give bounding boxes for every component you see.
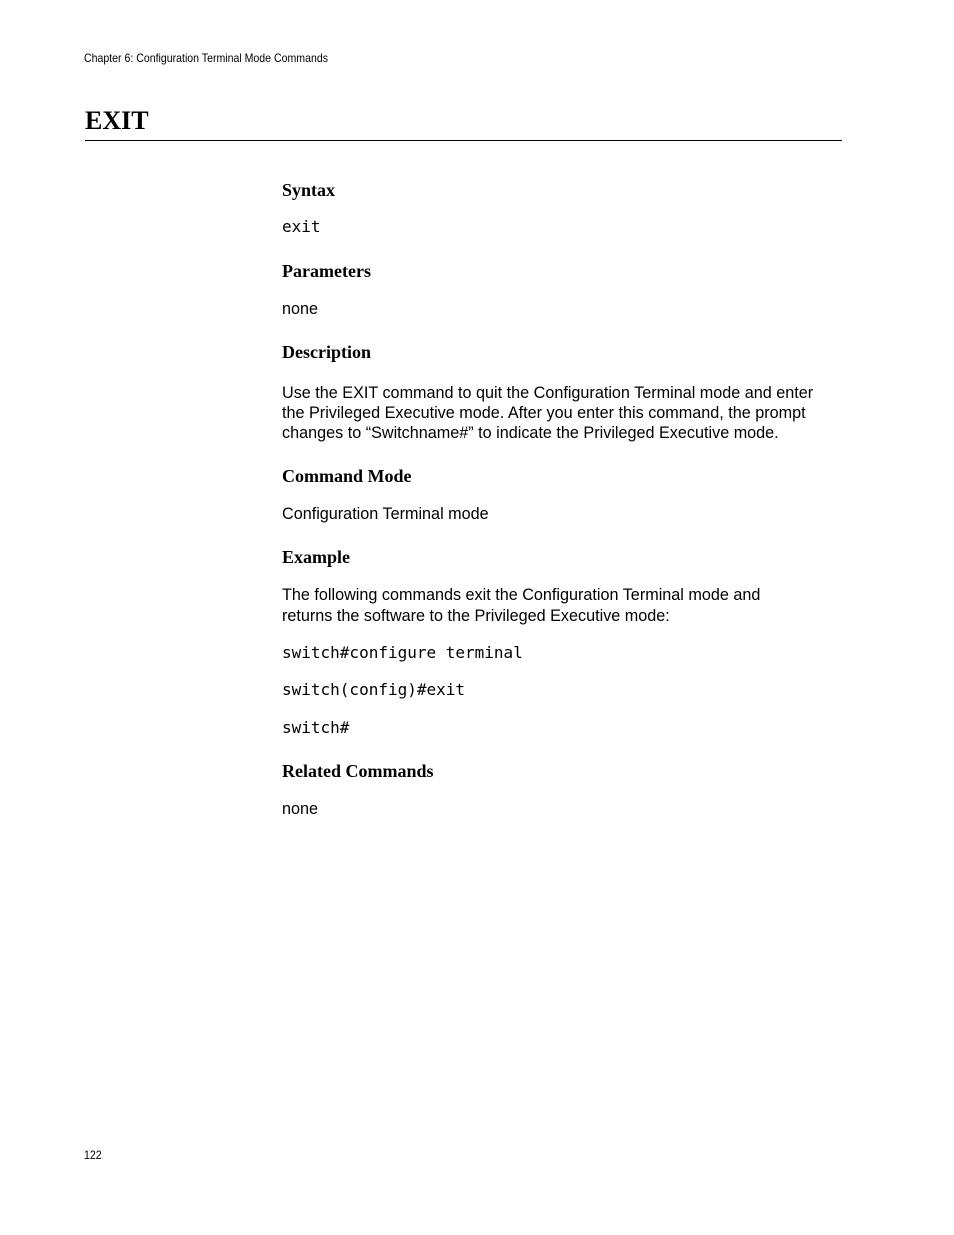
- syntax-code: exit: [282, 217, 321, 236]
- running-header: Chapter 6: Configuration Terminal Mode Commands: [84, 51, 328, 65]
- command-mode-text: Configuration Terminal mode: [282, 505, 489, 523]
- syntax-heading: Syntax: [282, 180, 336, 200]
- example-code-line: switch#: [282, 718, 350, 737]
- parameters-heading: Parameters: [282, 261, 371, 281]
- example-heading: Example: [282, 547, 351, 567]
- description-line: the Privileged Executive mode. After you enter this command, the prompt: [282, 404, 806, 422]
- related-commands-heading: Related Commands: [282, 761, 434, 781]
- page-number: 122: [84, 1148, 102, 1162]
- description-line: Use the EXIT command to quit the Configuration Terminal mode and enter: [282, 384, 814, 402]
- example-line: The following commands exit the Configuration Terminal mode and: [282, 586, 761, 604]
- page-title: EXIT: [85, 106, 149, 135]
- example-code-line: switch(config)#exit: [282, 680, 466, 699]
- example-code-line: switch#configure terminal: [282, 643, 523, 662]
- command-mode-heading: Command Mode: [282, 466, 412, 486]
- title-rule: [85, 140, 842, 141]
- description-heading: Description: [282, 342, 371, 362]
- related-commands-text: none: [282, 800, 319, 818]
- parameters-text: none: [282, 300, 319, 318]
- example-line: returns the software to the Privileged Executive mode:: [282, 607, 670, 625]
- description-line: changes to “Switchname#” to indicate the Privileged Executive mode.: [282, 424, 779, 442]
